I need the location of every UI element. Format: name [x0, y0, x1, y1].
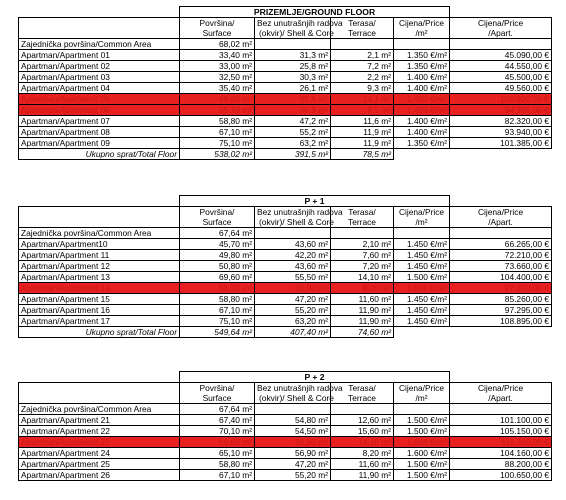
table-row — [19, 61, 552, 72]
header-blank — [19, 217, 180, 228]
title-spacer — [450, 372, 552, 383]
table-row — [19, 250, 552, 261]
unit-price-per-m2: 1.500 €/m² — [394, 283, 450, 294]
table-row — [19, 448, 552, 459]
unit-name: Apartman/Apartment 21 — [19, 415, 180, 426]
table-row-highlighted — [19, 283, 552, 294]
total-terrace: 74,60 m² — [331, 327, 394, 338]
unit-shell-core: 47,20 m² — [255, 459, 331, 470]
unit-price: 101.385,00 € — [450, 138, 552, 149]
unit-price-per-m2: 1.400 €/m² — [394, 127, 450, 138]
unit-terrace: 7,60 m² — [331, 250, 394, 261]
title-spacer — [19, 196, 180, 207]
unit-shell-core: 63,20 m² — [255, 316, 331, 327]
unit-terrace: 14,10 m² — [331, 437, 394, 448]
table-row — [19, 50, 552, 61]
unit-price-per-m2: 1.500 €/m² — [394, 415, 450, 426]
unit-price-per-m2: 1.450 €/m² — [394, 305, 450, 316]
unit-surface: 35,40 m² — [180, 83, 255, 94]
total-label: Ukupno sprat/Total Floor — [19, 327, 180, 338]
unit-name: Apartman/Apartment 22 — [19, 426, 180, 437]
terrace-header: Terasa/ — [331, 18, 394, 29]
unit-surface: 65,10 m² — [180, 105, 255, 116]
table-row — [19, 127, 552, 138]
unit-price-per-m2: 1.350 €/m² — [394, 50, 450, 61]
shell-core-header: (okvir)/ Shell & Core — [255, 28, 331, 39]
unit-shell-core: 43,60 m² — [255, 239, 331, 250]
unit-price-per-m2: 1.450 €/m² — [394, 316, 450, 327]
header-row — [19, 383, 552, 394]
unit-price: 97.650,00 € — [450, 283, 552, 294]
title-spacer — [450, 7, 552, 18]
unit-terrace: 11,6 m² — [331, 116, 394, 127]
unit-shell-core — [255, 228, 331, 239]
unit-shell-core: 54,80 m² — [255, 415, 331, 426]
unit-price: 104.400,00 € — [450, 272, 552, 283]
header-blank — [19, 207, 180, 218]
price-apartment-header: /Apart. — [450, 393, 552, 404]
unit-surface: 69,60 m² — [180, 94, 255, 105]
unit-terrace — [331, 39, 394, 50]
unit-shell-core: 55,2 m² — [255, 127, 331, 138]
unit-terrace — [331, 404, 394, 415]
table-row-highlighted — [19, 94, 552, 105]
unit-shell-core — [255, 404, 331, 415]
unit-price-per-m2: 1.500 €/m² — [394, 470, 450, 481]
unit-price: 72.210,00 € — [450, 250, 552, 261]
unit-name: Apartman/Apartment 17 — [19, 316, 180, 327]
unit-price-per-m2 — [394, 228, 450, 239]
header-blank — [19, 28, 180, 39]
total-shell-core: 407,40 m² — [255, 327, 331, 338]
table-row-highlighted — [19, 105, 552, 116]
unit-name: Apartman/Apartment 04 — [19, 83, 180, 94]
unit-terrace: 15,60 m² — [331, 426, 394, 437]
total-terrace: 78,5 m² — [331, 149, 394, 160]
unit-name: Apartman/Apartment 08 — [19, 127, 180, 138]
unit-price — [450, 39, 552, 50]
price-apartment-header: Cijena/Price — [450, 18, 552, 29]
unit-shell-core: 42,20 m² — [255, 250, 331, 261]
unit-terrace: 11,90 m² — [331, 470, 394, 481]
unit-shell-core: 25,8 m² — [255, 61, 331, 72]
unit-shell-core: 55,20 m² — [255, 470, 331, 481]
unit-terrace: 8,20 m² — [331, 283, 394, 294]
total-label: Ukupno sprat/Total Floor — [19, 149, 180, 160]
table-row — [19, 72, 552, 83]
surface-header: Surface — [180, 217, 255, 228]
unit-surface: 65,10 m² — [180, 448, 255, 459]
unit-terrace: 11,90 m² — [331, 305, 394, 316]
table-row — [19, 83, 552, 94]
unit-name: Zajednička površina/Common Area — [19, 404, 180, 415]
table-row — [19, 415, 552, 426]
unit-terrace: 7,2 m² — [331, 61, 394, 72]
unit-surface: 75,10 m² — [180, 138, 255, 149]
unit-shell-core: 26,1 m² — [255, 83, 331, 94]
unit-surface: 50,80 m² — [180, 261, 255, 272]
unit-price-per-m2: 1.500 €/m² — [394, 459, 450, 470]
unit-price-per-m2: 1.400 €/m² — [394, 116, 450, 127]
table-row — [19, 116, 552, 127]
unit-surface: 32,50 m² — [180, 72, 255, 83]
unit-name: Apartman/Apartment 01 — [19, 50, 180, 61]
unit-shell-core: 30,3 m² — [255, 72, 331, 83]
header-row — [19, 393, 552, 404]
unit-terrace: 12,60 m² — [331, 415, 394, 426]
unit-name: Apartman/Apartment 03 — [19, 72, 180, 83]
table-row — [19, 404, 552, 415]
floor-p2-table — [18, 371, 552, 481]
unit-surface: 67,10 m² — [180, 305, 255, 316]
unit-price-per-m2: 1.450 €/m² — [394, 294, 450, 305]
shell-core-header: (okvir)/ Shell & Core — [255, 217, 331, 228]
unit-surface: 67,10 m² — [180, 127, 255, 138]
header-blank — [19, 393, 180, 404]
unit-surface: 45,70 m² — [180, 239, 255, 250]
table-row — [19, 239, 552, 250]
price-per-m2-header: Cijena/Price — [394, 383, 450, 394]
unit-price-per-m2: 1.500 €/m² — [394, 426, 450, 437]
section-title: P + 1 — [180, 196, 450, 207]
unit-name: Apartman/Apartment 16 — [19, 305, 180, 316]
unit-name: Zajednička površina/Common Area — [19, 39, 180, 50]
unit-surface: 58,80 m² — [180, 459, 255, 470]
unit-shell-core: 56,90 m² — [255, 283, 331, 294]
unit-surface: 67,64 m² — [180, 404, 255, 415]
unit-price-per-m2 — [394, 404, 450, 415]
unit-terrace: 2,10 m² — [331, 239, 394, 250]
unit-terrace: 11,90 m² — [331, 316, 394, 327]
unit-price-per-m2: 1.500 €/m² — [394, 272, 450, 283]
total-shell-core: 391,5 m² — [255, 149, 331, 160]
unit-price-per-m2: 1.350 €/m² — [394, 138, 450, 149]
table-row — [19, 459, 552, 470]
unit-name: Apartman/Apartment 26 — [19, 470, 180, 481]
unit-price: 93.940,00 € — [450, 127, 552, 138]
price-apartment-header: /Apart. — [450, 217, 552, 228]
unit-price-per-m2: 1.400 €/m² — [394, 83, 450, 94]
unit-price: 82.320,00 € — [450, 116, 552, 127]
floor-p1-table — [18, 195, 552, 338]
unit-shell-core: 43,60 m² — [255, 261, 331, 272]
header-row — [19, 28, 552, 39]
section-title-row — [19, 7, 552, 18]
unit-surface: 70,10 m² — [180, 426, 255, 437]
unit-terrace: 11,60 m² — [331, 459, 394, 470]
price-per-m2-header: /m² — [394, 393, 450, 404]
price-per-m2-header: /m² — [394, 217, 450, 228]
price-apartment-header: /Apart. — [450, 28, 552, 39]
header-blank — [19, 18, 180, 29]
unit-price-per-m2: 1.450 €/m² — [394, 261, 450, 272]
unit-surface: 68,02 m² — [180, 39, 255, 50]
surface-header: Površina/ — [180, 18, 255, 29]
unit-name: Apartman/Apartment 05 — [19, 94, 180, 105]
unit-price: 111.360,00 € — [450, 437, 552, 448]
unit-price-per-m2: 1.450 €/m² — [394, 250, 450, 261]
unit-terrace: 14,10 m² — [331, 272, 394, 283]
unit-shell-core: 55,5 m² — [255, 94, 331, 105]
unit-price-per-m2: 1.350 €/m² — [394, 61, 450, 72]
unit-surface: 67,10 m² — [180, 470, 255, 481]
unit-name: Apartman/Apartment 11 — [19, 250, 180, 261]
price-per-m2-header: Cijena/Price — [394, 18, 450, 29]
table-row — [19, 294, 552, 305]
section-title-row — [19, 196, 552, 207]
unit-shell-core: 47,20 m² — [255, 294, 331, 305]
total-blank — [450, 327, 552, 338]
unit-price-per-m2: 1.450 €/m² — [394, 105, 450, 116]
unit-price — [450, 228, 552, 239]
section-title-row — [19, 372, 552, 383]
header-row — [19, 217, 552, 228]
unit-price — [450, 404, 552, 415]
title-spacer — [19, 7, 180, 18]
unit-name: Apartman/Apartment 02 — [19, 61, 180, 72]
table-row — [19, 39, 552, 50]
unit-price: 45.090,00 € — [450, 50, 552, 61]
unit-terrace: 11,9 m² — [331, 138, 394, 149]
terrace-header: Terrace — [331, 393, 394, 404]
table-row — [19, 316, 552, 327]
title-spacer — [450, 196, 552, 207]
unit-shell-core: 31,3 m² — [255, 50, 331, 61]
unit-terrace — [331, 228, 394, 239]
unit-price: 104.160,00 € — [450, 448, 552, 459]
unit-terrace: 2,2 m² — [331, 72, 394, 83]
unit-surface: 33,40 m² — [180, 50, 255, 61]
ground-floor-table — [18, 6, 552, 160]
unit-name: Apartman/Apartment 07 — [19, 116, 180, 127]
unit-shell-core: 47,2 m² — [255, 116, 331, 127]
terrace-header: Terrace — [331, 217, 394, 228]
shell-core-header: Bez unutrašnjih radova — [255, 383, 331, 394]
unit-surface: 49,80 m² — [180, 250, 255, 261]
unit-name: Apartman/Apartment 09 — [19, 138, 180, 149]
unit-surface: 67,64 m² — [180, 228, 255, 239]
unit-price-per-m2: 1.600 €/m² — [394, 437, 450, 448]
unit-shell-core: 56,90 m² — [255, 448, 331, 459]
unit-price: 73.660,00 € — [450, 261, 552, 272]
unit-price: 44.550,00 € — [450, 61, 552, 72]
unit-price: 100.650,00 € — [450, 470, 552, 481]
terrace-header: Terrace — [331, 28, 394, 39]
surface-header: Površina/ — [180, 207, 255, 218]
unit-price: 45.500,00 € — [450, 72, 552, 83]
table-row — [19, 470, 552, 481]
unit-price-per-m2: 1.400 €/m² — [394, 72, 450, 83]
table-row — [19, 272, 552, 283]
unit-shell-core: 55,20 m² — [255, 305, 331, 316]
table-row-highlighted — [19, 437, 552, 448]
unit-terrace: 8,2 m² — [331, 105, 394, 116]
unit-shell-core: 55,50 m² — [255, 272, 331, 283]
unit-shell-core: 55,50 m² — [255, 437, 331, 448]
unit-price-per-m2 — [394, 39, 450, 50]
surface-header: Surface — [180, 28, 255, 39]
price-per-m2-header: Cijena/Price — [394, 207, 450, 218]
unit-price: 105.150,00 € — [450, 426, 552, 437]
terrace-header: Terasa/ — [331, 207, 394, 218]
unit-surface: 58,80 m² — [180, 294, 255, 305]
unit-terrace: 11,9 m² — [331, 127, 394, 138]
total-surface: 549,64 m² — [180, 327, 255, 338]
unit-terrace: 11,60 m² — [331, 294, 394, 305]
unit-price: 101.100,00 € — [450, 415, 552, 426]
unit-name: Zajednička površina/Common Area — [19, 228, 180, 239]
shell-core-header: (okvir)/ Shell & Core — [255, 393, 331, 404]
unit-price: 108.895,00 € — [450, 316, 552, 327]
unit-shell-core: 63,2 m² — [255, 138, 331, 149]
header-row — [19, 207, 552, 218]
total-row — [19, 327, 552, 338]
unit-terrace: 9,3 m² — [331, 83, 394, 94]
unit-shell-core: 56,9 m² — [255, 105, 331, 116]
price-apartment-header: Cijena/Price — [450, 207, 552, 218]
header-blank — [19, 383, 180, 394]
unit-name: Apartman/Apartment 23 — [19, 437, 180, 448]
unit-price: 66.265,00 € — [450, 239, 552, 250]
terrace-header: Terasa/ — [331, 383, 394, 394]
shell-core-header: Bez unutrašnjih radova — [255, 18, 331, 29]
unit-surface: 69,60 m² — [180, 272, 255, 283]
header-row — [19, 18, 552, 29]
unit-terrace: 2,1 m² — [331, 50, 394, 61]
unit-price: 85.260,00 € — [450, 294, 552, 305]
unit-name: Apartman/Apartment10 — [19, 239, 180, 250]
section-title: PRIZEMLJE/GROUND FLOOR — [180, 7, 450, 18]
unit-surface: 33,00 m² — [180, 61, 255, 72]
price-per-m2-header: /m² — [394, 28, 450, 39]
unit-name: Apartman/Apartment 25 — [19, 459, 180, 470]
table-row — [19, 305, 552, 316]
unit-surface: 65,10 m² — [180, 283, 255, 294]
unit-name: Apartman/Apartment 13 — [19, 272, 180, 283]
total-surface: 538,02 m² — [180, 149, 255, 160]
unit-price: 100.920,00 € — [450, 94, 552, 105]
table-row — [19, 138, 552, 149]
unit-shell-core: 54,50 m² — [255, 426, 331, 437]
unit-terrace: 7,20 m² — [331, 261, 394, 272]
section-title: P + 2 — [180, 372, 450, 383]
unit-price: 49.560,00 € — [450, 83, 552, 94]
unit-terrace: 14,1 m² — [331, 94, 394, 105]
unit-surface: 58,80 m² — [180, 116, 255, 127]
unit-price: 97.295,00 € — [450, 305, 552, 316]
unit-price-per-m2: 1.450 €/m² — [394, 94, 450, 105]
unit-name: Apartman/Apartment 15 — [19, 294, 180, 305]
table-row — [19, 228, 552, 239]
unit-name: Apartman/Apartment 06 — [19, 105, 180, 116]
unit-name: Apartman/Apartment 24 — [19, 448, 180, 459]
table-row — [19, 426, 552, 437]
surface-header: Površina/ — [180, 383, 255, 394]
unit-price: 94.395,00 € — [450, 105, 552, 116]
unit-terrace: 8,20 m² — [331, 448, 394, 459]
unit-surface: 75,10 m² — [180, 316, 255, 327]
unit-price: 88.200,00 € — [450, 459, 552, 470]
unit-name: Apartman/Apartment 12 — [19, 261, 180, 272]
unit-name: Apartman/Apartment 14 — [19, 283, 180, 294]
total-blank — [394, 149, 450, 160]
price-apartment-header: Cijena/Price — [450, 383, 552, 394]
total-blank — [450, 149, 552, 160]
unit-price-per-m2: 1.600 €/m² — [394, 448, 450, 459]
unit-surface: 67,40 m² — [180, 415, 255, 426]
shell-core-header: Bez unutrašnjih radova — [255, 207, 331, 218]
surface-header: Surface — [180, 393, 255, 404]
unit-surface: 69,60 m² — [180, 437, 255, 448]
total-row — [19, 149, 552, 160]
unit-price-per-m2: 1.450 €/m² — [394, 239, 450, 250]
total-blank — [394, 327, 450, 338]
table-row — [19, 261, 552, 272]
title-spacer — [19, 372, 180, 383]
unit-shell-core — [255, 39, 331, 50]
